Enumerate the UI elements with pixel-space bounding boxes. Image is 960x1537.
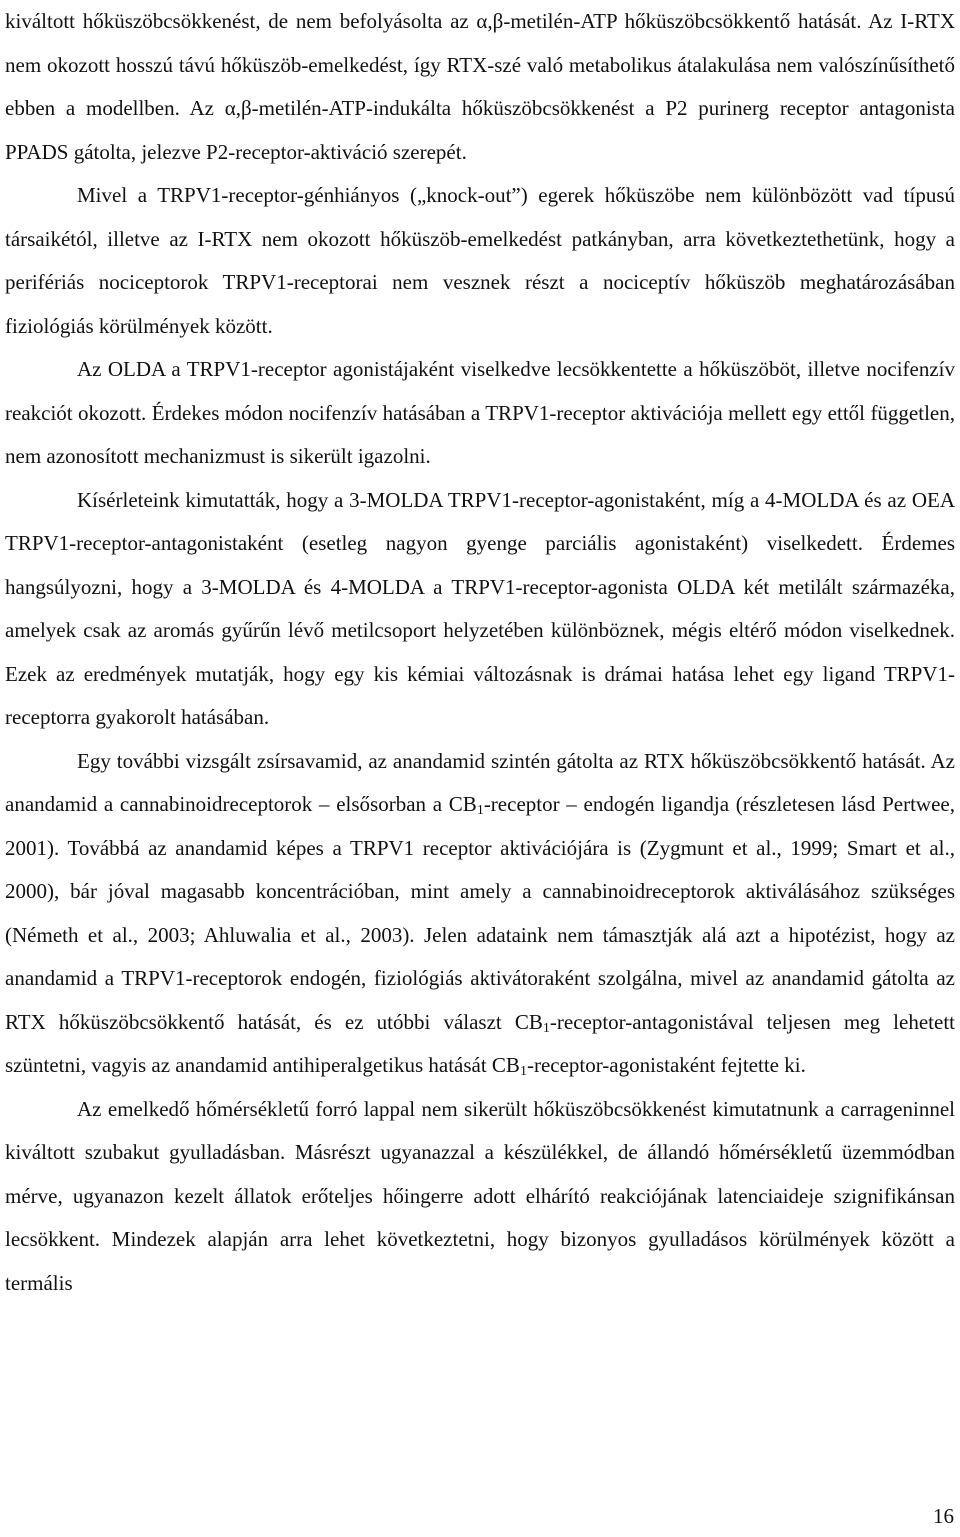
subscript-text: 1: [519, 1064, 527, 1079]
paragraph-text: Kísérleteink kimutatták, hogy a 3-MOLDA TRPV1-receptor-agonistaként, míg a 4-MOLDA és az OEA TRPV1-receptor-antagonistaként (esetleg nagyon gyenge parciális agonistaként) viselkedett. Érdemes hangsúlyozni, hogy a 3-MOLDA és 4-MOLDA a TRPV1-receptor-agonista OLDA két metilált származéka, amelyek csak az aromás gyűrűn lévő metilcsoport helyzetében különböznek, mégis eltérő módon viselkednek. Ezek az eredmények mutatják, hogy egy kis kémiai változásnak is drámai hatása lehet egy ligand TRPV1-receptorra gyakorolt hatásában.: [5, 487, 955, 729]
paragraph-text: Az OLDA a TRPV1-receptor agonistájaként viselkedve lecsökkentette a hőküszöböt, illetve nocifenzív reakciót okozott. Érdekes módon nocifenzív hatásában a TRPV1-receptor aktivációja mellett egy ettől független, nem azonosított mechanizmust is sikerült igazolni.: [5, 357, 955, 468]
body-paragraph: [5, 174, 955, 348]
paragraph-text: kiváltott hőküszöbcsökkenést, de nem befolyásolta az α,β-metilén-ATP hőküszöbcsökkentő hatását. Az I-RTX nem okozott hosszú távú hőküszöb-emelkedést, így RTX-szé való metabolikus átalakulása nem valószínűsíthető ebben a modellben. Az α,β-metilén-ATP-indukálta hőküszöbcsökkenést a P2 purinerg receptor antagonista PPADS gátolta, jelezve P2-receptor-aktiváció szerepét.: [5, 9, 955, 164]
subscript-text: 1: [476, 803, 484, 818]
subscript-text: 1: [542, 1020, 550, 1036]
paragraph-text: Az emelkedő hőmérsékletű forró lappal nem sikerült hőküszöbcsökkenést kimutatnunk a carrageninnel kiváltott szubakut gyulladásban. Másrészt ugyanazzal a készülékkel, de állandó hőmérsékletű üzemmódban mérve, ugyanazon kezelt állatok erőteljes hőingerre adott elhárító reakciójának latenciaideje szignifikánsan lecsökkent. Mindezek alapján arra lehet következtetni, hogy bizonyos gyulladásos körülmények között a termális: [5, 1096, 955, 1295]
body-paragraph: [5, 348, 955, 479]
paragraph-text: Egy további vizsgált zsírsavamid, az anandamid szintén gátolta az RTX hőküszöbcsökkentő hatását. Az anandamid a cannabinoidreceptorok – elsősorban a CB: [5, 748, 955, 816]
body-paragraph: [5, 479, 955, 740]
body-paragraph: [5, 740, 955, 1088]
body-paragraph: [5, 0, 955, 174]
paragraph-text: -receptor-agonistaként fejtette ki.: [526, 1053, 806, 1077]
document-body: [5, 0, 955, 1305]
paragraph-text: -receptor – endogén ligandja (részletesen lásd Pertwee, 2001). Továbbá az anandamid képes a TRPV1 receptor aktivációjára is (Zygmunt et al., 1999; Smart et al., 2000), bár jóval magasabb koncentrációban, mint amely a cannabinoidreceptorok aktiválásához szükséges (Németh et al., 2003; Ahluwalia et al., 2003). Jelen adataink nem támasztják alá azt a hipotézist, hogy az anandamid a TRPV1-receptorok endogén, fiziológiás aktivátoraként szolgálna, mivel az anandamid gátolta az RTX hőküszöbcsökkentő hatását, és ez utóbbi választ CB: [5, 792, 955, 1034]
paragraph-text: -receptor-antagonistával teljesen meg lehetett szüntetni, vagyis az anandamid antihiperalgetikus hatását CB: [5, 1009, 955, 1077]
paragraph-text: Mivel a TRPV1-receptor-génhiányos („knock-out”) egerek hőküszöbe nem különbözött vad típusú társaikétól, illetve az I-RTX nem okozott hőküszöb-emelkedést patkányban, arra következtethetünk, hogy a perifériás nociceptorok TRPV1-receptorai nem vesznek részt a nociceptív hőküszöb meghatározásában fiziológiás körülmények között.: [5, 183, 955, 338]
page-number: 16: [933, 1504, 954, 1528]
body-paragraph: [5, 1088, 955, 1306]
